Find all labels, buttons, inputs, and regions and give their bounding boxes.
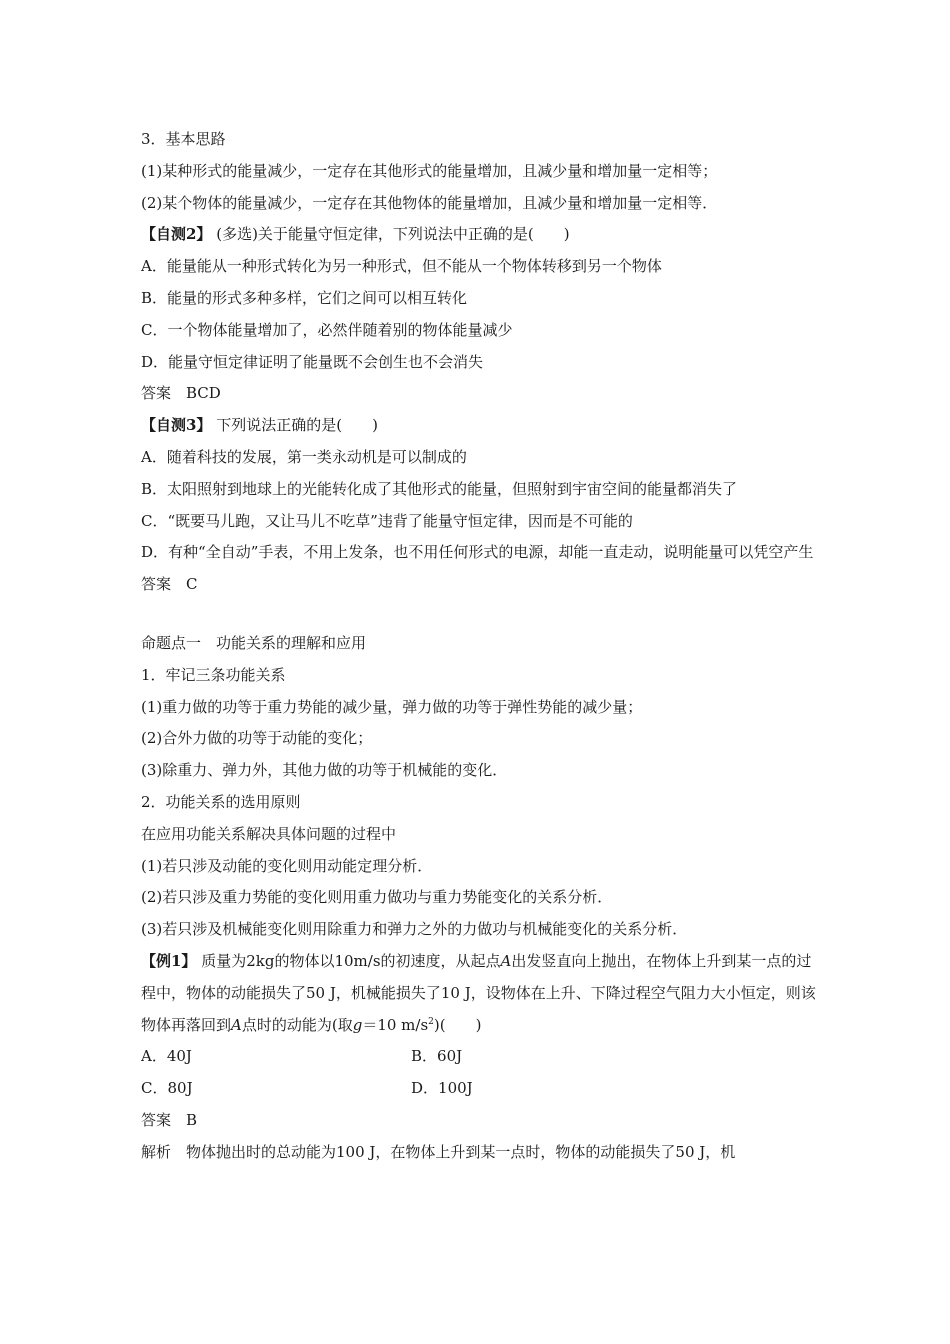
relation-2: (2)合外力做的功等于动能的变化； xyxy=(141,729,373,748)
selection-rule-1: (1)若只涉及动能的变化则用动能定理分析． xyxy=(141,856,433,875)
example-1-answer: 答案 B xyxy=(141,1110,198,1129)
example-1-analysis: 解析 物体抛出时的总动能为100 J，在物体上升到某一点时，物体的动能损失了50 J，机 xyxy=(141,1142,736,1161)
example-1-option-d: D．100J xyxy=(411,1079,473,1098)
section-gap xyxy=(141,601,821,628)
selection-heading: 2．功能关系的选用原则 xyxy=(141,792,301,811)
self-test-3-tag: 【自测3】 xyxy=(141,416,212,435)
self-test-2-option-d: D．能量守恒定律证明了能量既不会创生也不会消失 xyxy=(141,352,484,371)
self-test-3-option-a: A．随着科技的发展，第一类永动机是可以制成的 xyxy=(141,447,467,466)
self-test-3-question xyxy=(141,410,821,442)
selection-rule-3: (3)若只涉及机械能变化则用除重力和弹力之外的力做功与机械能变化的关系分析． xyxy=(141,920,688,939)
example-1-tag: 【例1】 xyxy=(141,951,197,970)
relations-heading: 1．牢记三条功能关系 xyxy=(141,665,286,684)
point-a-label-2: A xyxy=(231,1015,242,1034)
self-test-2-option-c: C．一个物体能量增加了，必然伴随着别的物体能量减少 xyxy=(141,320,513,339)
relation-1: (1)重力做的功等于重力势能的减少量，弹力做的功等于弹性势能的减少量； xyxy=(141,697,643,716)
relation-3: (3)除重力、弹力外，其他力做的功等于机械能的变化． xyxy=(141,761,508,780)
self-test-2-tag: 【自测2】 xyxy=(141,225,212,244)
self-test-3-stem: 下列说法正确的是( ) xyxy=(216,416,378,435)
topic-title: 命题点一 功能关系的理解和应用 xyxy=(141,633,367,652)
exponent: 2 xyxy=(428,1016,434,1027)
idea-point-2: (2)某个物体的能量减少，一定存在其他物体的能量增加，且减少量和增加量一定相等． xyxy=(141,193,718,212)
example-1-stem-d: ＝10 m/s xyxy=(362,1015,429,1034)
example-1-stem-c: 点时的动能为(取 xyxy=(241,1015,353,1034)
point-a-label: A xyxy=(500,951,512,970)
self-test-2-option-b: B．能量的形式多种多样，它们之间可以相互转化 xyxy=(141,288,468,307)
self-test-2-stem: (多选)关于能量守恒定律，下列说法中正确的是( ) xyxy=(216,225,570,244)
self-test-3-answer: 答案 C xyxy=(141,575,198,594)
example-1-stem-a: 质量为2kg的物体以10m/s的初速度，从起点 xyxy=(201,951,501,970)
example-1-options-row-2 xyxy=(141,1073,821,1105)
example-1-stem-b: 出发竖直向上抛出，在物体上升到某一点的过程中，物体的动能损失了50 J，机械能损失了10 J，设物体在上升、下降过程空气阻力大小恒定，则该物体再落回到 xyxy=(141,951,816,1034)
example-1-option-b: B．60J xyxy=(411,1047,463,1066)
self-test-3-option-c: C．“既要马儿跑，又让马儿不吃草”违背了能量守恒定律，因而是不可能的 xyxy=(141,511,633,530)
selection-intro: 在应用功能关系解决具体问题的过程中 xyxy=(141,824,397,843)
idea-point-1: (1)某种形式的能量减少，一定存在其他形式的能量增加，且减少量和增加量一定相等； xyxy=(141,161,718,180)
self-test-2-question xyxy=(141,219,821,251)
self-test-2-option-a: A．能量能从一种形式转化为另一种形式，但不能从一个物体转移到另一个物体 xyxy=(141,257,662,276)
example-1-option-a: A．40J xyxy=(141,1047,192,1066)
example-1-stem-e: )( ) xyxy=(433,1015,482,1034)
example-1-option-c: C．80J xyxy=(141,1079,193,1098)
document-page xyxy=(141,124,821,1169)
example-1-question xyxy=(141,946,821,1041)
section-heading-basic-idea: 3．基本思路 xyxy=(141,130,226,148)
gravity-symbol: g xyxy=(352,1015,363,1034)
self-test-2-answer: 答案 BCD xyxy=(141,384,221,403)
self-test-3-option-b: B．太阳照射到地球上的光能转化成了其他形式的能量，但照射到宇宙空间的能量都消失了 xyxy=(141,479,738,498)
selection-rule-2: (2)若只涉及重力势能的变化则用重力做功与重力势能变化的关系分析． xyxy=(141,888,613,907)
self-test-3-option-d: D．有种“全自动”手表，不用上发条，也不用任何形式的电源，却能一直走动，说明能量可以凭空产生 xyxy=(141,543,814,562)
example-1-options-row-1 xyxy=(141,1041,821,1073)
